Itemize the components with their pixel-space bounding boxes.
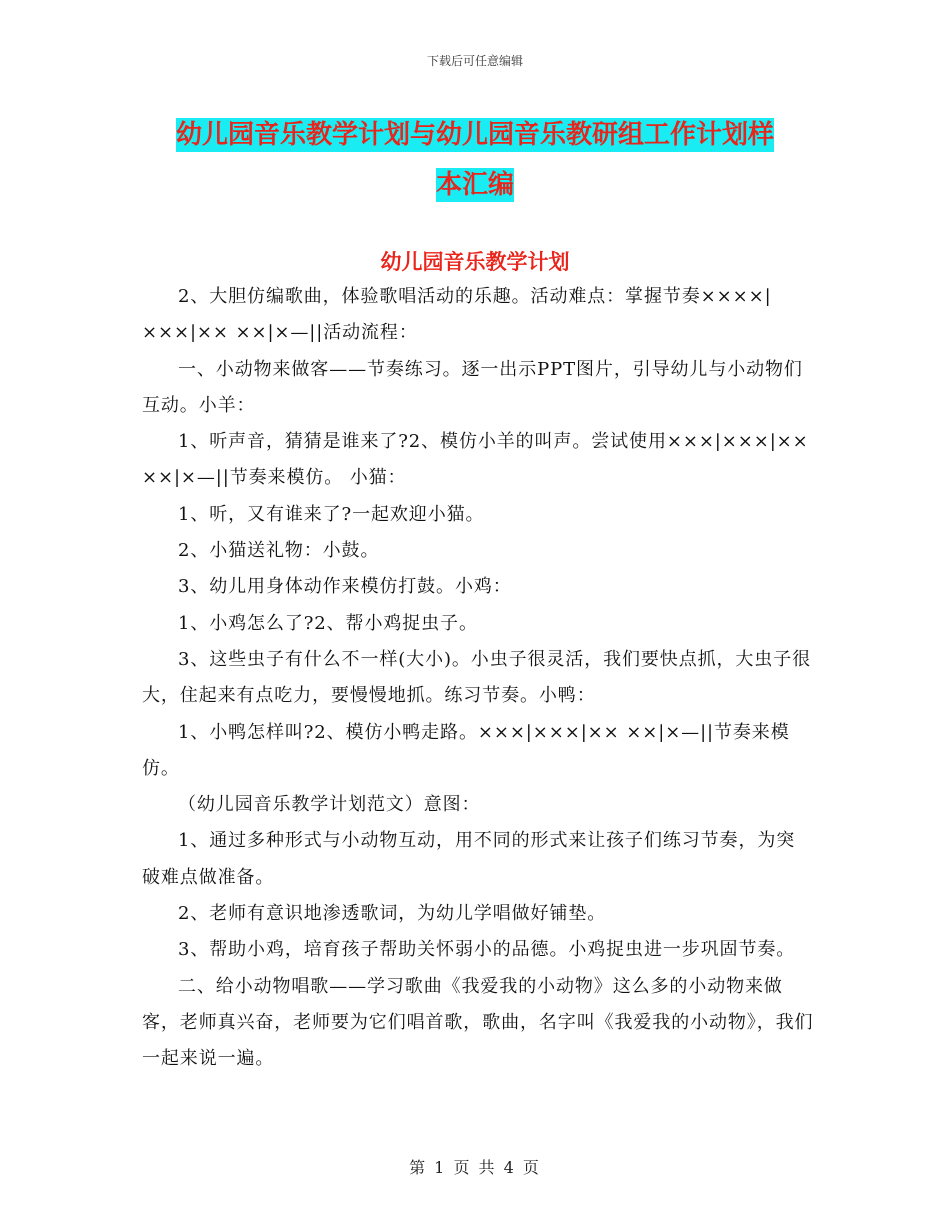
- paragraph: 3、这些虫子有什么不一样(大小)。小虫子很灵活，我们要快点抓，大虫子很大，住起来有点吃力，要慢慢地抓。练习节奏。小鸭：: [142, 648, 811, 707]
- document-title-line-2: 本汇编: [435, 170, 514, 200]
- document-body: [142, 279, 814, 1078]
- paragraph: 2、老师有意识地渗透歌词，为幼儿学唱做好铺垫。: [178, 903, 607, 925]
- paragraph: 1、小鸡怎么了?2、帮小鸡捉虫子。: [178, 612, 478, 634]
- paragraph: 一、小动物来做客——节奏练习。逐一出示PPT图片，引导幼儿与小动物们互动。小羊：: [142, 358, 803, 416]
- page-header-note: 下载后可任意编辑: [426, 54, 523, 68]
- paragraph: 二、给小动物唱歌——学习歌曲《我爱我的小动物》这么多的小动物来做客，老师真兴奋，老师要为它们唱首歌，歌曲，名字叫《我爱我的小动物》，我们一起来说一遍。: [142, 975, 814, 1070]
- section-title: 幼儿园音乐教学计划: [380, 250, 570, 274]
- paragraph: 2、小猫送礼物：小鼓。: [178, 540, 380, 562]
- paragraph: （幼儿园音乐教学计划范文）意图：: [178, 794, 481, 816]
- paragraph: 1、听声音，猜猜是谁来了?2、模仿小羊的叫声。尝试使用×××|×××|×× ××|×—||节奏来模仿。 小猫：: [142, 431, 809, 489]
- paragraph: 3、幼儿用身体动作来模仿打鼓。小鸡：: [178, 576, 512, 598]
- paragraph: 1、听，又有谁来了?一起欢迎小猫。: [178, 503, 485, 525]
- paragraph: 1、小鸭怎样叫?2、模仿小鸭走路。×××|×××|×× ××|×—||节奏来模仿。: [142, 721, 790, 779]
- document-title: [150, 110, 800, 210]
- paragraph: 2、大胆仿编歌曲，体验歌唱活动的乐趣。活动难点：掌握节奏××××|×××|×× ××|×—||活动流程：: [142, 286, 772, 344]
- paragraph: 3、帮助小鸡，培育孩子帮助关怀弱小的品德。小鸡捉虫进一步巩固节奏。: [178, 939, 796, 961]
- page-number-footer: 第 1 页 共 4 页: [409, 1158, 541, 1177]
- document-title-line-1: 幼儿园音乐教学计划与幼儿园音乐教研组工作计划样: [175, 120, 774, 150]
- paragraph: 1、通过多种形式与小动物互动，用不同的形式来让孩子们练习节奏，为突破难点做准备。: [142, 830, 796, 888]
